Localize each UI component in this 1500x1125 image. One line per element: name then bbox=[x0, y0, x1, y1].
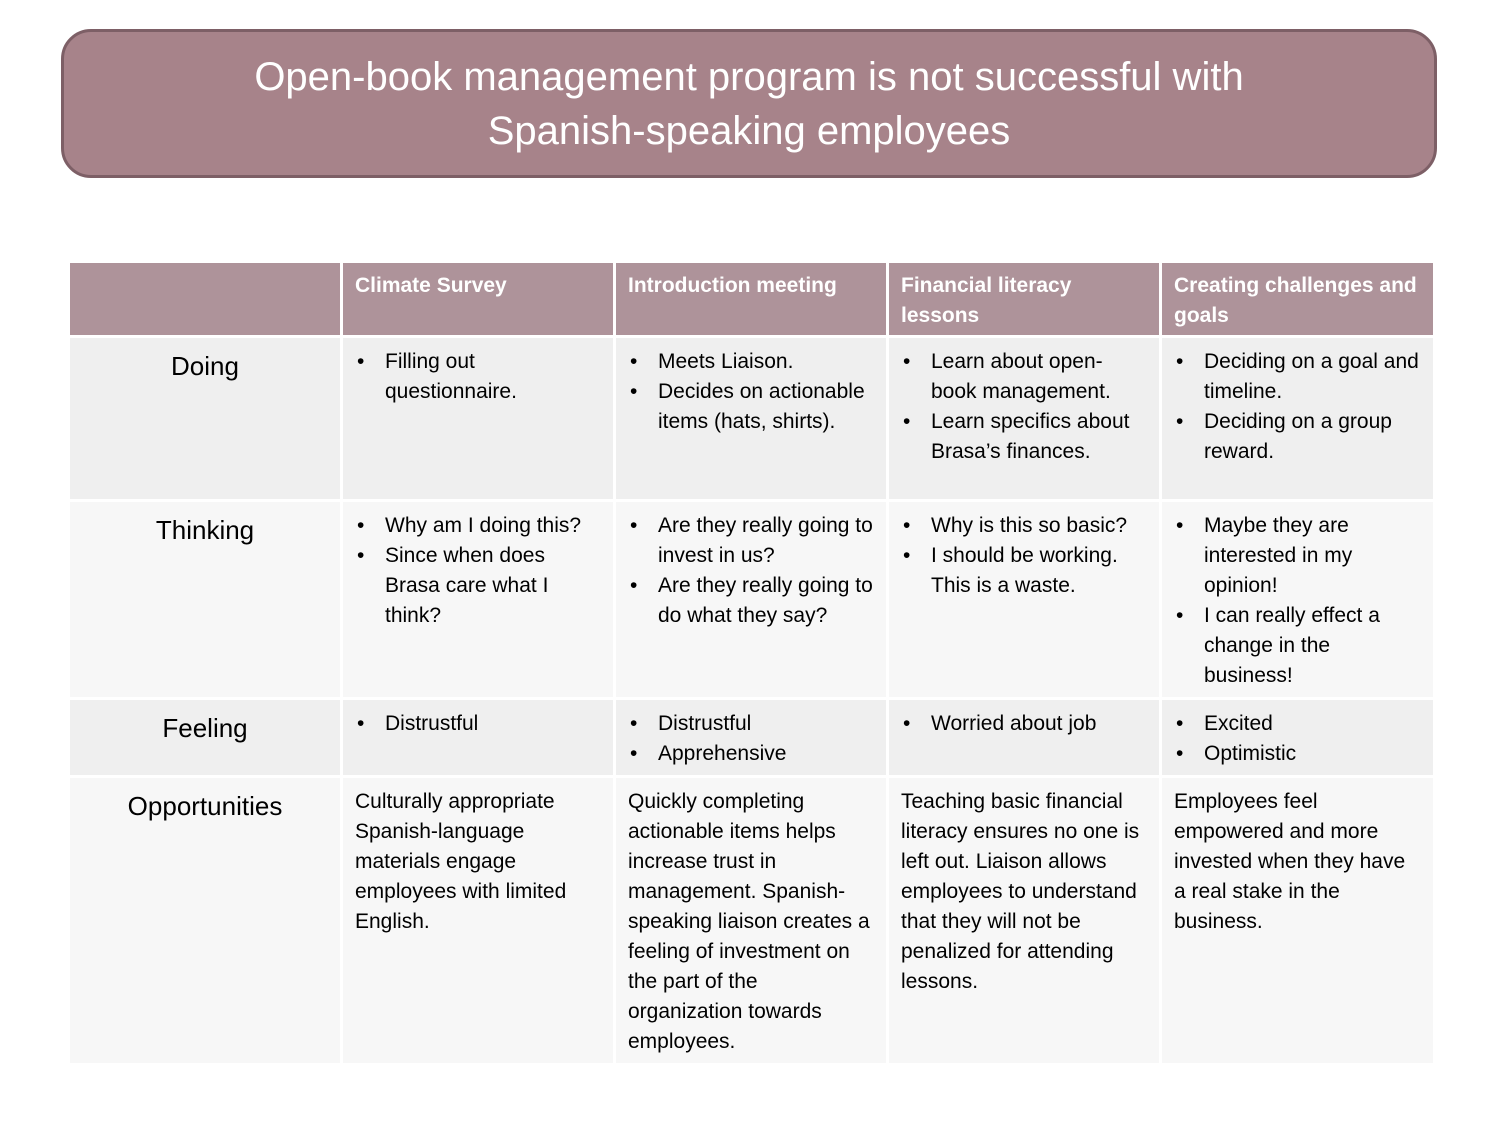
cell-opportunities-challenges-goals: Employees feel empowered and more invested when they have a real stake in the business. bbox=[1161, 777, 1435, 1065]
cell-opportunities-financial-literacy: Teaching basic financial literacy ensures no one is left out. Liaison allows employees to understand that they will not be penalized for attending lessons. bbox=[888, 777, 1161, 1065]
list-item: • Since when does Brasa care what I think? bbox=[355, 541, 601, 631]
column-header-climate-survey: Climate Survey bbox=[342, 262, 615, 337]
list-item: • Worried about job bbox=[901, 709, 1147, 739]
cell-thinking-challenges-goals bbox=[1161, 501, 1435, 699]
list-item: • Why is this so basic? bbox=[901, 511, 1147, 541]
column-header-creating-challenges-and-goals: Creating challenges and goals bbox=[1161, 262, 1435, 337]
cell-doing-financial-literacy bbox=[888, 337, 1161, 501]
bullet-list bbox=[901, 511, 1147, 601]
list-item: • Deciding on a group reward. bbox=[1174, 407, 1421, 467]
bullet-list bbox=[628, 347, 874, 437]
table-row-opportunities bbox=[69, 777, 1435, 1065]
list-item: • Are they really going to do what they say? bbox=[628, 571, 874, 631]
header-corner-cell bbox=[69, 262, 342, 337]
bullet-list bbox=[1174, 709, 1421, 769]
list-item: • I can really effect a change in the business! bbox=[1174, 601, 1421, 691]
header-row bbox=[69, 262, 1435, 337]
list-item: • Maybe they are interested in my opinion! bbox=[1174, 511, 1421, 601]
cell-thinking-climate-survey bbox=[342, 501, 615, 699]
bullet-list bbox=[901, 709, 1147, 739]
cell-doing-introduction-meeting bbox=[615, 337, 888, 501]
list-item: • Apprehensive bbox=[628, 739, 874, 769]
bullet-list bbox=[355, 511, 601, 631]
cell-feeling-climate-survey bbox=[342, 699, 615, 777]
bullet-list bbox=[355, 709, 601, 739]
cell-feeling-introduction-meeting bbox=[615, 699, 888, 777]
table-row-thinking bbox=[69, 501, 1435, 699]
cell-feeling-financial-literacy bbox=[888, 699, 1161, 777]
list-item: • Why am I doing this? bbox=[355, 511, 601, 541]
list-item: • Learn specifics about Brasa’s finances. bbox=[901, 407, 1147, 467]
list-item: • Learn about open-book management. bbox=[901, 347, 1147, 407]
row-label-thinking: Thinking bbox=[69, 501, 342, 699]
title-banner bbox=[61, 29, 1437, 178]
bullet-list bbox=[628, 511, 874, 631]
list-item: • Distrustful bbox=[355, 709, 601, 739]
bullet-list bbox=[355, 347, 601, 407]
page-title: Open-book management program is not successful with Spanish-speaking employees bbox=[254, 54, 1244, 153]
cell-doing-climate-survey bbox=[342, 337, 615, 501]
list-item: • Meets Liaison. bbox=[628, 347, 874, 377]
row-label-feeling: Feeling bbox=[69, 699, 342, 777]
column-header-introduction-meeting: Introduction meeting bbox=[615, 262, 888, 337]
bullet-list bbox=[901, 347, 1147, 467]
table-row-feeling bbox=[69, 699, 1435, 777]
bullet-list bbox=[628, 709, 874, 769]
list-item: • Optimistic bbox=[1174, 739, 1421, 769]
list-item: • Decides on actionable items (hats, shirts). bbox=[628, 377, 874, 437]
list-item: • I should be working. This is a waste. bbox=[901, 541, 1147, 601]
journey-map-table bbox=[67, 260, 1436, 1066]
bullet-list bbox=[1174, 511, 1421, 691]
cell-feeling-challenges-goals bbox=[1161, 699, 1435, 777]
table-row-doing bbox=[69, 337, 1435, 501]
row-label-opportunities: Opportunities bbox=[69, 777, 342, 1065]
list-item: • Are they really going to invest in us? bbox=[628, 511, 874, 571]
list-item: • Distrustful bbox=[628, 709, 874, 739]
cell-thinking-financial-literacy bbox=[888, 501, 1161, 699]
row-label-doing: Doing bbox=[69, 337, 342, 501]
cell-doing-challenges-goals bbox=[1161, 337, 1435, 501]
list-item: • Deciding on a goal and timeline. bbox=[1174, 347, 1421, 407]
bullet-list bbox=[1174, 347, 1421, 467]
column-header-financial-literacy-lessons: Financial literacy lessons bbox=[888, 262, 1161, 337]
cell-opportunities-introduction-meeting: Quickly completing actionable items helps increase trust in management. Spanish-speaking liaison creates a feeling of investment on the part of the organization towards employees. bbox=[615, 777, 888, 1065]
list-item: • Filling out questionnaire. bbox=[355, 347, 601, 407]
cell-thinking-introduction-meeting bbox=[615, 501, 888, 699]
list-item: • Excited bbox=[1174, 709, 1421, 739]
cell-opportunities-climate-survey: Culturally appropriate Spanish-language materials engage employees with limited English. bbox=[342, 777, 615, 1065]
